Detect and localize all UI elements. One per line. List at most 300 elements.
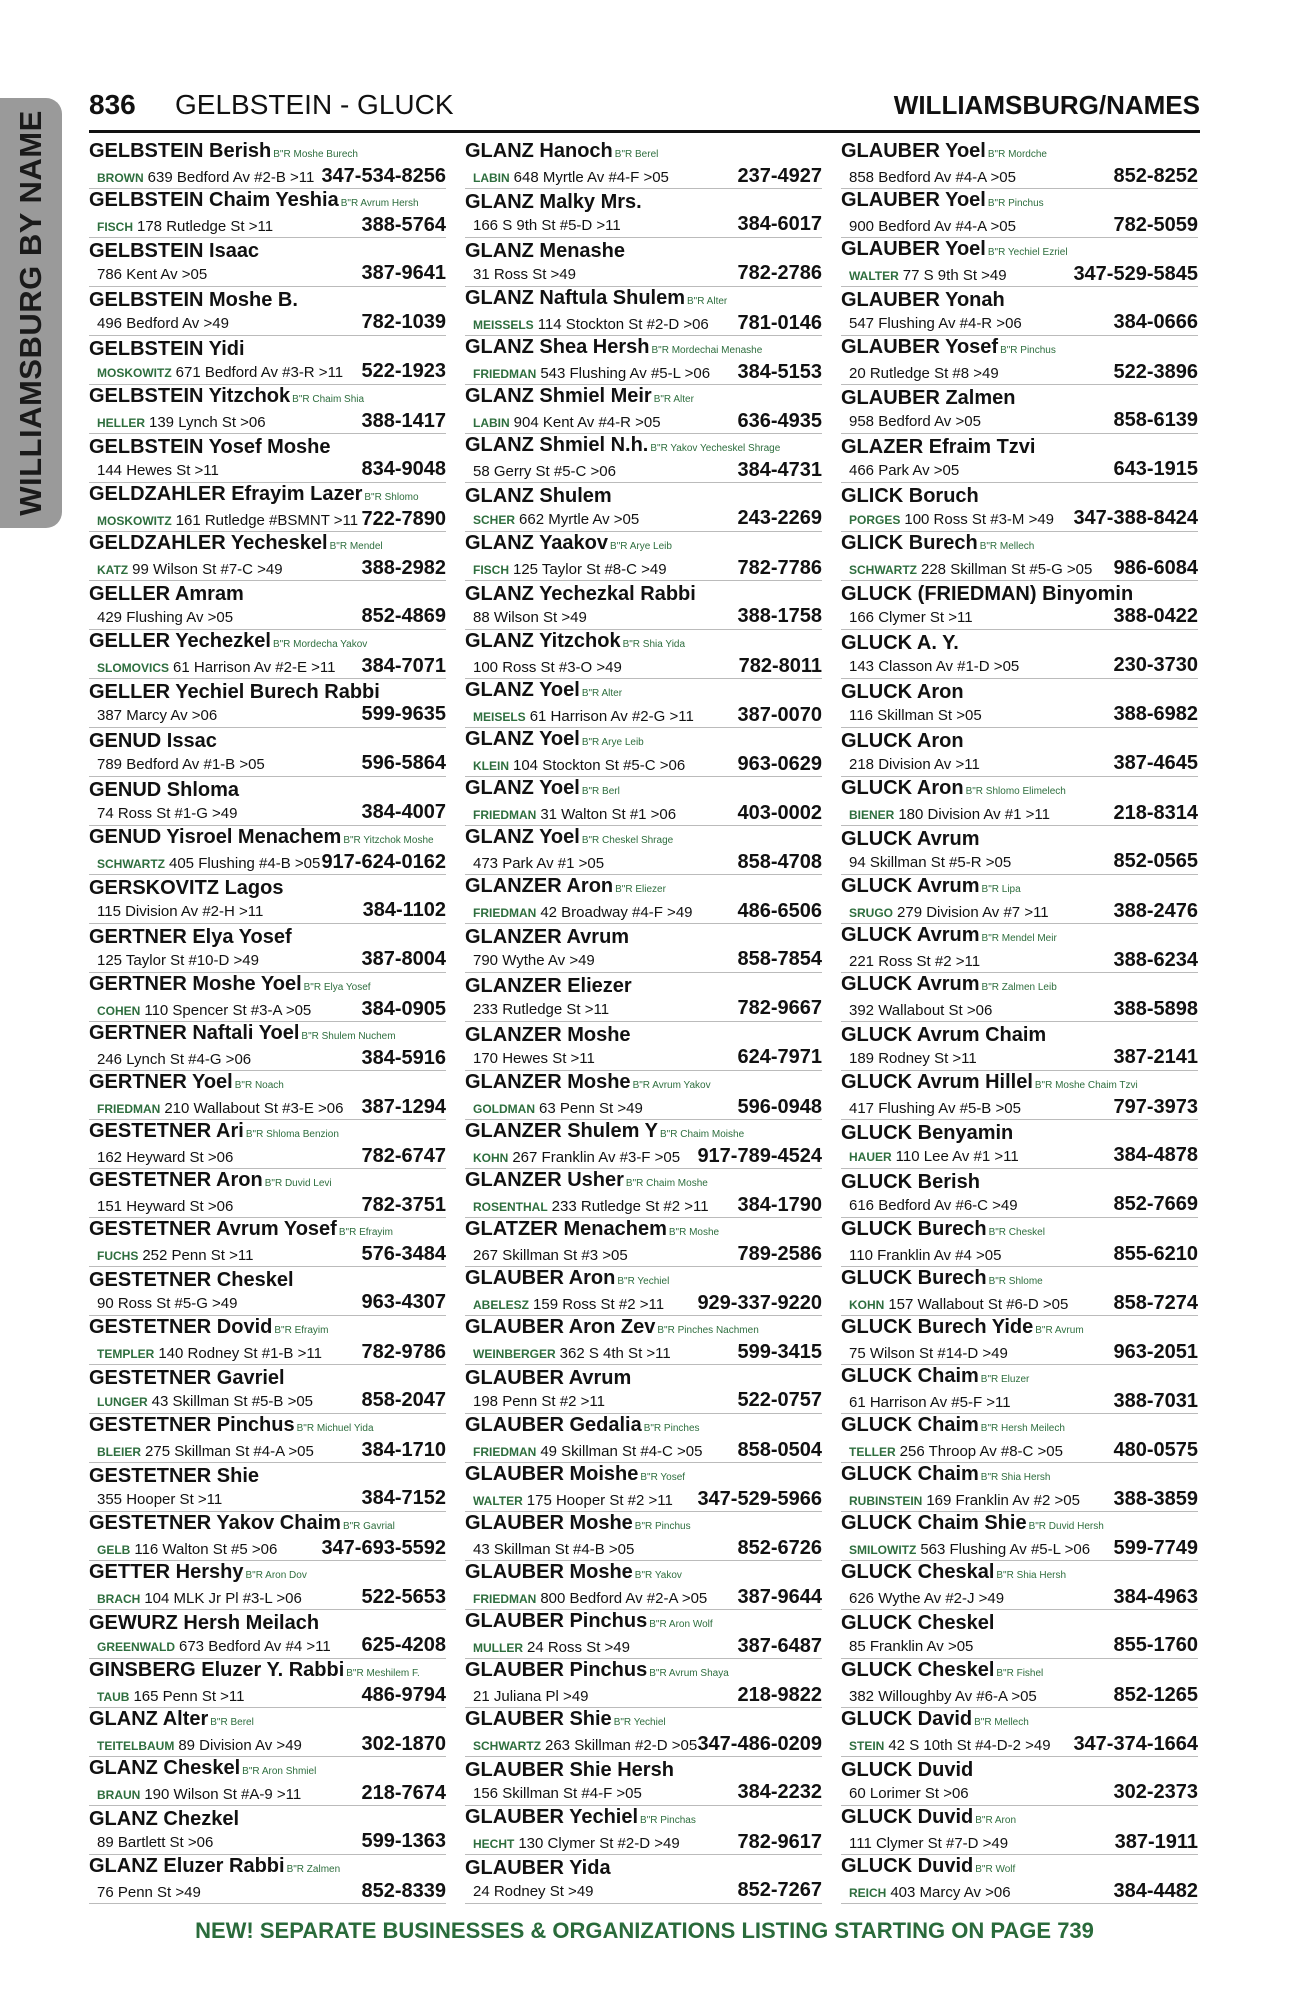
listing-maiden-name: LABIN: [473, 416, 510, 430]
listing-name: [89, 1169, 446, 1194]
listing-name: [841, 828, 1198, 850]
listing-entry: [89, 777, 446, 826]
listing-name-text: GESTETNER Shie: [89, 1464, 260, 1487]
listing-detail-line: [465, 1537, 822, 1560]
listing-phone: 852-1265: [1113, 1684, 1198, 1706]
listing-street: 61 Harrison Av #2-G >11: [529, 708, 694, 725]
listing-detail-line: [465, 1243, 822, 1266]
listing-name-text: GLUCK A. Y.: [841, 631, 959, 654]
listing-ref: B"R Yechiel: [613, 1717, 666, 1728]
listing-name-text: GERTNER Elya Yosef: [89, 925, 292, 948]
listing-name-text: GLANZ Cheskel: [89, 1757, 241, 1779]
listing-name: [465, 1120, 822, 1145]
listing-phone: 302-2373: [1113, 1780, 1198, 1803]
listing-street: 275 Skillman St #4-A >05: [145, 1443, 314, 1460]
listing-ref: B"R Mellech: [974, 1717, 1029, 1728]
listing-name-text: GLAUBER Yoel: [841, 189, 986, 211]
listing-street: 110 Spencer St #3-A >05: [144, 1002, 312, 1019]
listing-maiden-name: BRACH: [97, 1592, 141, 1606]
listing-street: 151 Heyward St >06: [97, 1198, 234, 1215]
listing-entry: [465, 630, 822, 679]
listing-street: 104 Stockton St #5-C >06: [513, 757, 686, 774]
listing-detail-line: [465, 851, 822, 874]
listing-address: [89, 512, 358, 529]
listing-street: 246 Lynch St #4-G >06: [97, 1051, 252, 1068]
listing-name-text: GLUCK Burech Yide: [841, 1316, 1034, 1338]
listing-entry: [89, 728, 446, 777]
listing-name-text: GENUD Shloma: [89, 778, 240, 801]
listing-street: 157 Wallabout St #6-D >05: [888, 1296, 1069, 1313]
listing-name: [89, 1561, 446, 1586]
listing-name-text: GLUCK Duvid: [841, 1806, 974, 1828]
listing-phone: 347-529-5845: [1073, 263, 1198, 285]
listing-street: 85 Franklin Av >05: [849, 1637, 974, 1655]
listing-name-text: GLANZ Shmiel N.h.: [465, 434, 649, 456]
listing-entry: [89, 924, 446, 973]
listing-phone: 384-2232: [737, 1780, 822, 1803]
listing-street: 671 Bedford Av #3-R >11: [175, 363, 344, 381]
listing-name: [465, 1463, 822, 1488]
listing-phone: 599-9635: [361, 702, 446, 725]
listing-phone: 599-7749: [1113, 1537, 1198, 1559]
listing-detail-line: [841, 1390, 1198, 1413]
listing-detail-line: [89, 1243, 446, 1266]
listing-ref: B"R Chaim Shia: [292, 394, 365, 405]
listing-name: [89, 1465, 446, 1487]
listing-ref: B"R Yosef: [640, 1472, 686, 1483]
listing-name-text: GLANZ Yaakov: [465, 532, 609, 554]
listing-name: [841, 1512, 1198, 1537]
listing-street: 175 Hooper St #2 >11: [526, 1492, 673, 1509]
listing-phone: 384-0666: [1113, 310, 1198, 333]
listing-phone: 218-7674: [361, 1782, 446, 1804]
listing-name: [465, 287, 822, 312]
listing-street: 547 Flushing Av #4-R >06: [849, 314, 1022, 332]
listing-maiden-name: TEMPLER: [97, 1347, 155, 1361]
listing-street: 21 Juliana Pl >49: [473, 1688, 589, 1705]
listing-street: 156 Skillman St #4-F >05: [473, 1784, 642, 1802]
listing-name-text: GINSBERG Eluzer Y. Rabbi: [89, 1659, 345, 1681]
listing-name: [89, 730, 446, 752]
listing-address: [89, 266, 207, 283]
listing-name-text: GELBSTEIN Yosef Moshe: [89, 435, 331, 458]
listing-name: [841, 1365, 1198, 1390]
listing-maiden-name: HECHT: [473, 1837, 515, 1851]
listing-phone: 782-9617: [737, 1831, 822, 1853]
listing-ref: B"R Gavrial: [342, 1521, 395, 1532]
listing-detail-line: [465, 507, 822, 530]
listing-detail-line: [841, 361, 1198, 384]
listing-phone: 384-4878: [1113, 1143, 1198, 1166]
listing-phone: 782-9667: [737, 996, 822, 1019]
listing-entry: [89, 1855, 446, 1904]
listing-entry: [89, 189, 446, 238]
listing-phone: 782-8011: [738, 655, 822, 677]
listing-detail-line: [89, 410, 446, 433]
listing-street: 789 Bedford Av #1-B >05: [97, 755, 265, 773]
listing-entry: [89, 532, 446, 581]
listing-street: 178 Rutledge St >11: [137, 218, 274, 235]
listing-maiden-name: SCHER: [473, 512, 516, 527]
listing-phone: 625-4208: [361, 1633, 446, 1656]
listing-entry: [841, 1806, 1198, 1855]
listing-phone: 388-3859: [1113, 1488, 1198, 1510]
listing-name: [89, 877, 446, 899]
listing-maiden-name: REICH: [849, 1886, 887, 1900]
listing-address: [89, 1002, 311, 1019]
listing-address: [465, 463, 616, 480]
listing-address: [841, 1835, 1008, 1852]
listing-phone: 480-0575: [1113, 1439, 1198, 1461]
listing-address: [841, 1443, 1063, 1460]
listing-name: [465, 140, 822, 165]
listing-street: 362 S 4th St >11: [559, 1345, 671, 1362]
listing-maiden-name: HAUER: [849, 1149, 892, 1164]
listing-ref: B"R Shulem Nuchem: [301, 1031, 396, 1042]
listing-street: 130 Clymer St #2-D >49: [518, 1835, 680, 1852]
listing-phone: 237-4927: [737, 165, 822, 187]
listing-address: [465, 904, 693, 921]
listing-phone: 599-1363: [361, 1829, 446, 1852]
listing-detail-line: [465, 1684, 822, 1707]
listing-entry: [841, 140, 1198, 189]
listing-detail-line: [465, 1194, 822, 1217]
listing-ref: B"R Michuel Yida: [296, 1423, 374, 1434]
listing-address: [465, 1835, 680, 1852]
listing-maiden-name: MOSKOWITZ: [97, 514, 172, 528]
listing-name: [841, 238, 1198, 263]
listing-name: [841, 875, 1198, 900]
listing-ref: B"R Duvid Hersh: [1028, 1521, 1104, 1532]
listing-address: [841, 315, 1022, 332]
listing-detail-line: [89, 1145, 446, 1168]
listing-address: [465, 1688, 589, 1705]
listing-address: [89, 169, 314, 186]
listing-ref: B"R Mellech: [979, 541, 1035, 552]
listing-detail-line: [89, 1341, 446, 1364]
listing-entry: [89, 1512, 446, 1561]
listing-ref: B"R Shia Hersh: [980, 1472, 1051, 1483]
listing-street: 263 Skillman #2-D >05: [545, 1737, 698, 1754]
listing-street: 279 Division Av #7 >11: [897, 904, 1049, 921]
listing-street: 60 Lorimer St >06: [849, 1784, 969, 1802]
listing-entry: [89, 1267, 446, 1316]
listing-detail-line: [89, 899, 446, 922]
listing-street: 180 Division Av #1 >11: [898, 806, 1050, 823]
listing-street: 790 Wythe Av >49: [473, 951, 595, 969]
listing-street: 61 Harrison Av #5-F >11: [849, 1394, 1011, 1411]
listing-entry: [841, 1365, 1198, 1414]
listing-detail-line: [465, 1879, 822, 1902]
listing-street: 111 Clymer St #7-D >49: [849, 1835, 1009, 1852]
listing-address: [465, 266, 576, 283]
listing-ref: B"R Yakov Yecheskel Shrage: [650, 443, 781, 454]
listing-entry: [465, 1071, 822, 1120]
listing-street: 252 Penn St >11: [142, 1247, 254, 1264]
listing-phone: 917-624-0162: [321, 851, 446, 873]
listing-name: [465, 975, 822, 997]
listing-name: [465, 191, 822, 213]
listing-name: [465, 532, 822, 557]
page-range-title: GELBSTEIN - GLUCK: [175, 89, 454, 120]
listing-phone: 782-1039: [361, 310, 446, 333]
listing-ref: B"R Yechiel Ezriel: [987, 247, 1068, 258]
listing-name: [465, 336, 822, 361]
listing-name: [89, 189, 446, 214]
listing-entry: [89, 1659, 446, 1708]
listing-address: [465, 1393, 605, 1410]
listing-name: [841, 924, 1198, 949]
listing-address: [841, 1247, 1001, 1264]
listing-maiden-name: FRIEDMAN: [473, 1445, 537, 1459]
listing-name-text: GLUCK Chaim Shie: [841, 1512, 1027, 1534]
listing-name-text: GLUCK David: [841, 1708, 973, 1730]
listing-phone: 218-9822: [737, 1684, 822, 1706]
listing-entry: [465, 973, 822, 1022]
listing-entry: [465, 1659, 822, 1708]
listing-name: [89, 483, 446, 508]
listing-ref: B"R Shia Hersh: [996, 1570, 1067, 1581]
listing-entry: [89, 973, 446, 1022]
listing-address: [465, 316, 709, 333]
listing-address: [465, 1149, 680, 1166]
listing-phone: 797-3973: [1113, 1096, 1198, 1118]
listing-detail-line: [89, 1733, 446, 1756]
listing-phone: 388-0422: [1113, 604, 1198, 627]
listing-name-text: GLANZER Moshe: [465, 1023, 631, 1046]
listing-detail-line: [841, 850, 1198, 873]
listing-address: [841, 1002, 992, 1019]
listing-ref: B"R Meshilem F.: [346, 1668, 420, 1679]
listing-phone: 852-0565: [1113, 849, 1198, 872]
listing-name: [841, 1659, 1198, 1684]
listing-address: [89, 1590, 302, 1607]
listing-name: [841, 681, 1198, 703]
listing-entry: [841, 1610, 1198, 1659]
listing-maiden-name: SRUGO: [849, 906, 894, 920]
listing-address: [841, 904, 1049, 921]
listing-entry: [89, 1316, 446, 1365]
listing-name: [465, 826, 822, 851]
listing-detail-line: [89, 557, 446, 580]
listing-maiden-name: MEISELS: [473, 710, 526, 724]
listing-detail-line: [841, 998, 1198, 1021]
listing-name: [89, 630, 446, 655]
listing-maiden-name: FRIEDMAN: [473, 367, 537, 381]
listing-phone: 917-789-4524: [697, 1145, 822, 1167]
listing-street: 162 Heyward St >06: [97, 1149, 234, 1166]
listing-maiden-name: FRIEDMAN: [473, 1592, 537, 1606]
listing-ref: B"R Yitzchok Moshe: [343, 835, 434, 846]
listing-detail-line: [841, 507, 1198, 530]
listing-ref: B"R Cheskel: [988, 1227, 1045, 1238]
listing-phone: 384-1102: [362, 898, 446, 921]
listing-detail-line: [465, 557, 822, 580]
listing-address: [465, 1492, 673, 1509]
listing-address: [841, 1050, 977, 1067]
listing-detail-line: [465, 459, 822, 482]
listing-name: [465, 1708, 822, 1733]
listing-ref: B"R Yakov: [634, 1570, 682, 1581]
listing-name-text: GELBSTEIN Yidi: [89, 337, 245, 360]
listing-street: 161 Rutledge #BSMNT >11: [175, 512, 359, 529]
listing-entry: [465, 1169, 822, 1218]
listing-name: [465, 1367, 822, 1389]
listing-name: [465, 1169, 822, 1194]
listing-name-text: GLUCK (FRIEDMAN) Binyomin: [841, 582, 1134, 605]
listing-name-text: GLUCK Aron: [841, 777, 964, 799]
listing-name: [89, 1316, 446, 1341]
listing-entry: [465, 189, 822, 238]
listing-maiden-name: FRIEDMAN: [473, 808, 537, 822]
listing-phone: 347-529-5966: [697, 1488, 822, 1510]
listing-maiden-name: SMILOWITZ: [849, 1543, 917, 1557]
listing-detail-line: [841, 654, 1198, 677]
listing-maiden-name: MEISSELS: [473, 318, 534, 332]
listing-entry: [465, 140, 822, 189]
listing-name: [841, 485, 1198, 507]
listing-entry: [841, 1561, 1198, 1610]
listing-entry: [465, 1855, 822, 1904]
listing-address: [841, 511, 1054, 528]
listing-address: [89, 218, 273, 235]
listing-name: [465, 1659, 822, 1684]
listing-address: [465, 561, 667, 578]
listing-detail-line: [465, 1292, 822, 1315]
listing-maiden-name: COHEN: [97, 1004, 141, 1018]
listing-entry: [465, 1512, 822, 1561]
listing-phone: 576-3484: [361, 1243, 446, 1265]
listing-entry: [465, 1120, 822, 1169]
listing-detail-line: [841, 1488, 1198, 1511]
listing-name: [89, 1269, 446, 1291]
listing-address: [841, 561, 1092, 578]
listing-name-text: GLANZ Naftula Shulem: [465, 287, 686, 309]
listing-detail-line: [89, 1487, 446, 1510]
listing-street: 616 Bedford Av #6-C >49: [849, 1196, 1018, 1214]
listing-ref: B"R Pinches: [643, 1423, 700, 1434]
listing-street: 417 Flushing Av #5-B >05: [849, 1100, 1021, 1117]
listing-name: [89, 240, 446, 262]
listing-address: [465, 855, 604, 872]
listing-entry: [465, 581, 822, 630]
listing-name-text: GLAUBER Yechiel: [465, 1806, 639, 1828]
listing-ref: B"R Aron Dov: [245, 1570, 307, 1581]
listing-detail-line: [841, 1243, 1198, 1266]
listing-name: [841, 289, 1198, 311]
listing-address: [841, 658, 1019, 675]
listing-maiden-name: FRIEDMAN: [473, 906, 537, 920]
listing-phone: 722-7890: [361, 508, 446, 530]
listing-entry: [841, 1022, 1198, 1071]
listing-address: [841, 413, 981, 430]
listing-street: 496 Bedford Av >49: [97, 314, 229, 332]
listing-name-text: GLUCK Berish: [841, 1170, 980, 1193]
listing-name-text: GLAUBER Moishe: [465, 1463, 639, 1485]
listing-entry: [89, 434, 446, 483]
listing-name: [841, 140, 1198, 165]
listing-address: [465, 169, 669, 186]
listing-entry: [841, 728, 1198, 777]
listing-entry: [841, 1708, 1198, 1757]
listing-street: 387 Marcy Av >06: [97, 706, 218, 724]
listing-entry: [465, 1757, 822, 1806]
listing-entry: [89, 238, 446, 287]
listing-street: 100 Ross St #3-O >49: [473, 659, 622, 676]
listing-address: [465, 1883, 594, 1900]
listing-name: [841, 436, 1198, 458]
listing-entry: [89, 826, 446, 875]
listing-street: 49 Skillman St #4-C >05: [540, 1443, 703, 1460]
listing-phone: 384-0905: [361, 998, 446, 1020]
listing-detail-line: [841, 1880, 1198, 1903]
listing-street: 858 Bedford Av #4-A >05: [849, 169, 1016, 186]
listing-maiden-name: MOSKOWITZ: [97, 365, 172, 380]
listing-maiden-name: ABELESZ: [473, 1298, 530, 1312]
listing-address: [465, 1100, 643, 1117]
listing-address: [465, 1001, 609, 1018]
listing-street: 75 Wilson St #14-D >49: [849, 1345, 1008, 1362]
listing-name-text: GLANZ Hanoch: [465, 140, 613, 162]
listing-detail-line: [841, 703, 1198, 726]
listing-address: [465, 1050, 595, 1067]
listing-phone: 388-5898: [1113, 998, 1198, 1020]
listing-street: 77 S 9th St >49: [902, 267, 1007, 284]
listing-entry: [465, 875, 822, 924]
listing-name-text: GLUCK Aron: [841, 729, 964, 752]
listing-address: [841, 1785, 969, 1802]
listing-detail-line: [89, 1194, 446, 1217]
listing-address: [89, 462, 219, 479]
listing-street: 189 Rodney St >11: [849, 1049, 977, 1067]
listing-entry: [465, 385, 822, 434]
listing-address: [841, 1148, 1019, 1165]
listing-phone: 384-4007: [361, 800, 446, 823]
listing-name: [89, 1612, 446, 1634]
listing-entry: [465, 238, 822, 287]
listing-name: [89, 385, 446, 410]
listing-phone: 858-2047: [361, 1388, 446, 1411]
listing-street: 392 Wallabout St >06: [849, 1002, 993, 1019]
listing-ref: B"R Mordecha Yakov: [272, 639, 368, 650]
listing-detail-line: [465, 605, 822, 628]
listing-address: [89, 1100, 343, 1117]
listing-detail-line: [465, 753, 822, 776]
listing-name-text: GLICK Burech: [841, 532, 978, 554]
listing-phone: 782-5059: [1113, 214, 1198, 236]
listing-address: [465, 952, 595, 969]
listing-ref: B"R Cheskel Shrage: [581, 835, 674, 846]
listing-name: [841, 1561, 1198, 1586]
listing-name: [841, 583, 1198, 605]
listing-phone: 963-0629: [737, 753, 822, 775]
listing-street: 190 Wilson St #A-9 >11: [144, 1786, 302, 1803]
listing-address: [841, 756, 980, 773]
listing-name-text: GLANZ Yoel: [465, 679, 580, 701]
listing-address: [465, 1785, 642, 1802]
listing-phone: 388-2982: [361, 557, 446, 579]
listing-detail-line: [89, 1880, 446, 1903]
listing-maiden-name: FISCH: [473, 563, 509, 577]
listing-address: [89, 659, 335, 676]
listing-detail-line: [89, 311, 446, 334]
listing-address: [841, 218, 1016, 235]
listing-name-text: GLAUBER Shie Hersh: [465, 1758, 674, 1781]
listing-detail-line: [841, 1046, 1198, 1069]
listing-detail-line: [841, 949, 1198, 972]
listing-street: 114 Stockton St #2-D >06: [537, 316, 709, 333]
listing-name: [465, 1267, 822, 1292]
